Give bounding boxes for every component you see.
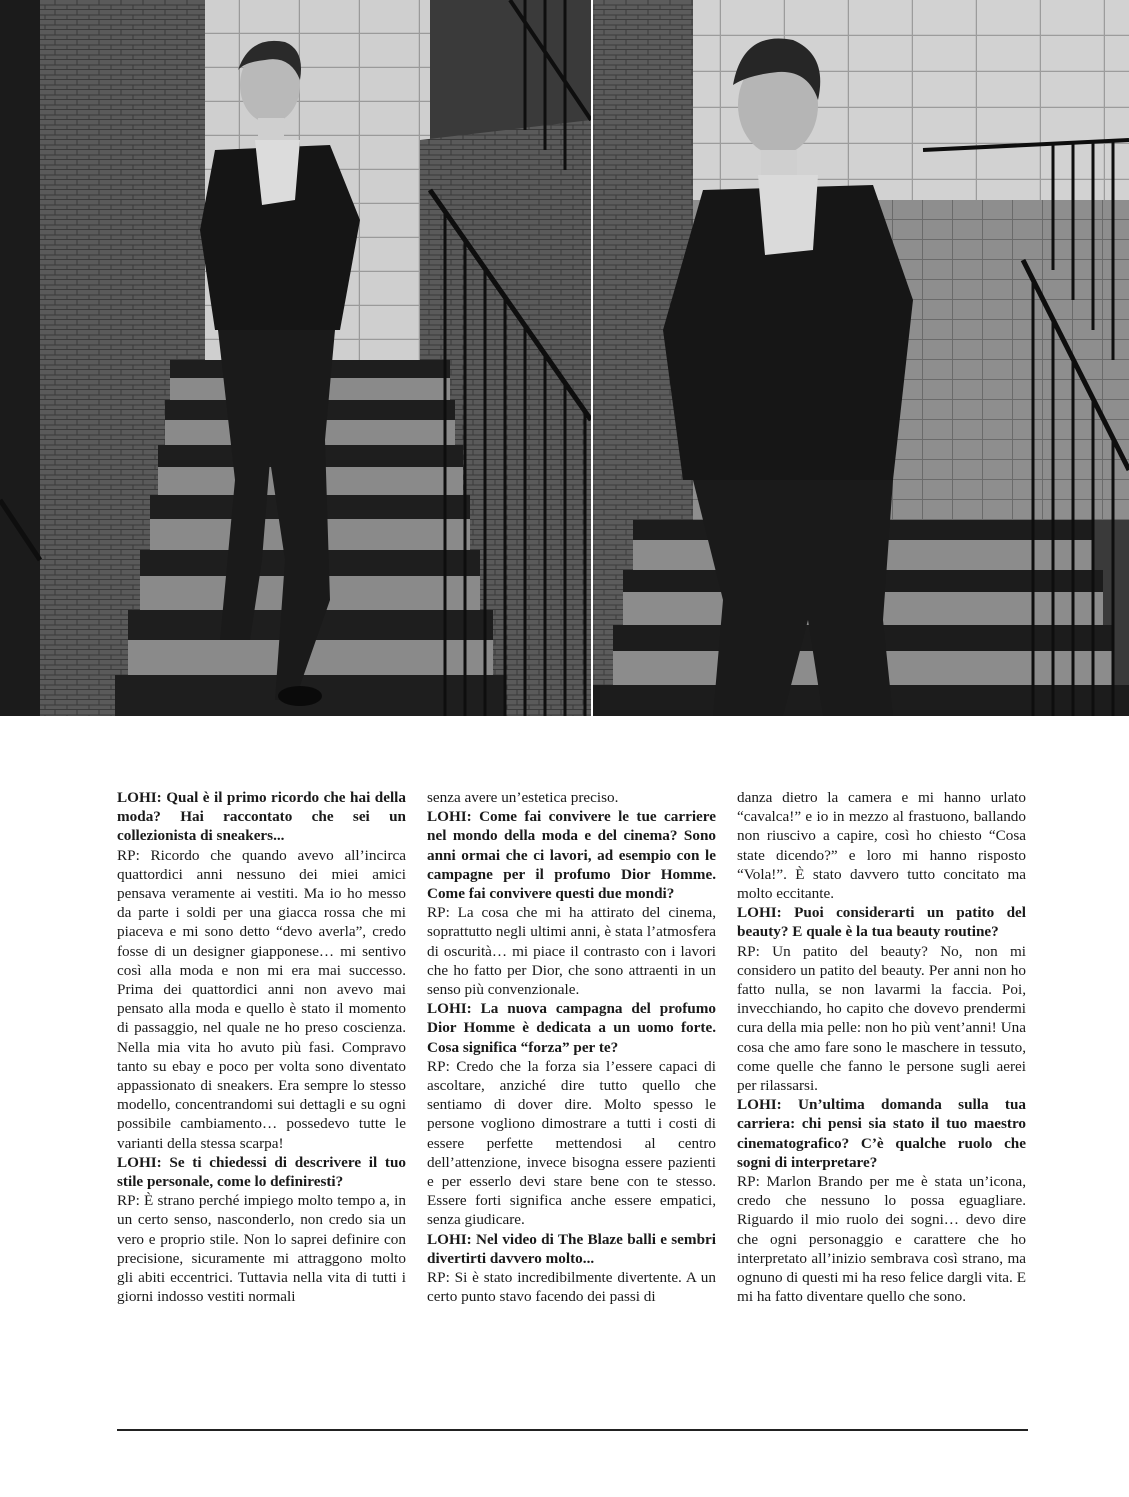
interview-question: LOHI: Puoi considerarti un patito del beauty? E quale è la tua beauty routine? xyxy=(737,904,1026,941)
interview-question: LOHI: Se ti chiedessi di descrivere il tuo stile personale, come lo definiresti? xyxy=(117,1153,406,1191)
photo-left xyxy=(0,0,591,716)
article-column-1 xyxy=(117,788,406,1306)
interview-answer: RP: La cosa che mi ha attirato del cinema, soprattutto negli ultimi anni, è stata l’atmosfera di oscurità… mi piace il contrasto con i lavori che ho fatto per Dior, che sono attraenti in un senso più convenzionale. xyxy=(427,904,716,999)
stairwell-photo-left xyxy=(0,0,591,716)
article-column-3 xyxy=(737,788,1026,1306)
interview-question: LOHI: Un’ultima domanda sulla tua carriera: chi pensi sia stato il tuo maestro cinematografico? C’è qualche ruolo che sogni di interpretare? xyxy=(737,1096,1026,1171)
interview-answer: RP: È strano perché impiego molto tempo a, in un certo senso, nasconderlo, non credo sia un vero e proprio stile. Non lo saprei definire con precisione, sicuramente mi attraggono molto gli abiti eccentrici. Tuttavia nella vita di tutti i giorni indosso vestiti normali xyxy=(117,1192,406,1306)
interview-answer: RP: Si è stato incredibilmente divertente. A un certo punto stavo facendo dei passi di xyxy=(427,1269,716,1306)
interview-answer: RP: Un patito del beauty? No, non mi considero un patito del beauty. Per anni non ho fatto nulla, se non lavarmi la faccia. Poi, invecchiando, ho capito che dovevo prendermi cura della mia pelle: non ho più vent’anni! Una cosa che amo fare sono le maschere in tessuto, come quelle che fanno le persone sugli aerei per rilassarsi. xyxy=(737,942,1026,1095)
interview-question: LOHI: Qual è il primo ricordo che hai della moda? Hai raccontato che sei un collezionista di sneakers... xyxy=(117,789,406,845)
interview-answer: RP: Marlon Brando per me è stata un’icona, credo che nessuno lo possa eguagliare. Riguardo il mio ruolo dei sogni… devo dire che ogni personaggio e carattere che ho interpretato all’inizio sembrava così strano, ma ognuno di questi mi ha reso felice dargli vita. E mi ha fatto diventare quello che sono. xyxy=(737,1173,1026,1306)
interview-answer: RP: Credo che la forza sia l’essere capaci di ascoltare, anziché dire tutto quello che sentiamo di dover dire. Molto spesso le persone vogliono dimostrare a tutti i costi di essere perfette mettendosi al centro dell’attenzione, invece bisogna essere pazienti e per esserlo devi stare bene con te stesso. Essere forti significa anche essere empatici, senza giudicare. xyxy=(427,1057,716,1229)
interview-answer: danza dietro la camera e mi hanno urlato “cavalca!” e io in mezzo al frastuono, ballando non riuscivo a capire, così ho chiesto “Cosa state dicendo?” e loro mi hanno risposto “Vola!”. È stato davvero tutto concitato ma molto eccitante. xyxy=(737,789,1026,903)
interview-answer: senza avere un’estetica preciso. xyxy=(427,789,619,806)
stairwell-photo-right xyxy=(593,0,1129,716)
interview-question: LOHI: La nuova campagna del profumo Dior Homme è dedicata a un uomo forte. Cosa significa “forza” per te? xyxy=(427,1000,716,1056)
interview-question: LOHI: Come fai convivere le tue carriere nel mondo della moda e del cinema? Sono anni ormai che ci lavori, ad esempio con le campagne per il profumo Dior Homme. Come fai convivere questi due mondi? xyxy=(427,808,716,903)
article-column-2 xyxy=(427,788,716,1306)
photo-right xyxy=(593,0,1129,716)
footer-rule xyxy=(117,1429,1028,1431)
interview-answer: RP: Ricordo che quando avevo all’incirca quattordici anni nessuno dei miei amici pensava veramente ai vestiti. Ma io ho messo da parte i soldi per una giacca rossa che mi piaceva e mi sono detto “devo averla”, credo fosse di un designer giapponese… mi sentivo così alla moda e non mi era mai successo. Prima dei quattordici anni non avevo mai pensato alla moda e quello è stato il momento di passaggio, nel quale ne ho preso coscienza. Nella mia vita ho avuto più fasi. Compravo tanto su ebay e poco per volta sono diventato appassionato di sneakers. Era sempre lo stesso modello, concentrandomi sui dettagli e su ogni possibile cambiamento… possedevo tutte le varianti della stessa scarpa! xyxy=(117,846,406,1152)
interview-question: LOHI: Nel video di The Blaze balli e sembri divertirti davvero molto... xyxy=(427,1230,716,1267)
